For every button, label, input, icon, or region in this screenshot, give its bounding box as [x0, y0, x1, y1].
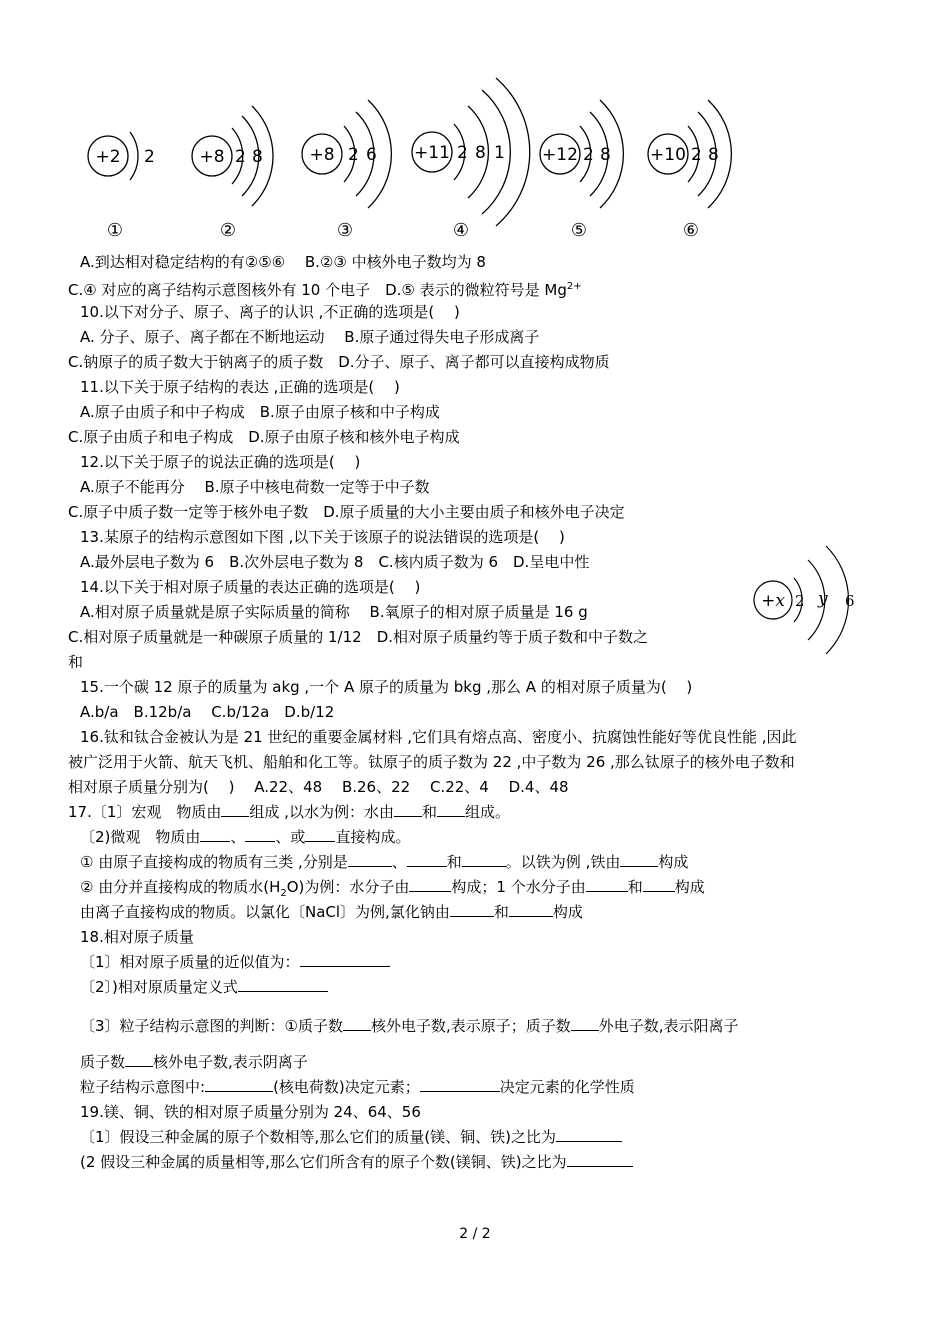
- q17-text: ① 由原子直接构成的物质有三类 ,分别是: [80, 853, 348, 871]
- q16-stem-2: 被广泛用于火箭、航天飞机、船舶和化工等。钛原子的质子数为 22 ,中子数为 26 ,那么钛原子的核外电子数和: [68, 753, 795, 771]
- nucleus-label: +10: [650, 145, 686, 165]
- figure-label-1: ①: [106, 220, 124, 241]
- answer-blank[interactable]: [437, 802, 465, 817]
- answer-blank[interactable]: [509, 902, 553, 917]
- nucleus-label: +8: [199, 147, 225, 167]
- atom-diagram-3: [302, 100, 391, 208]
- q14-stem: 14.以下关于相对原子质量的表达正确的选项是( ): [80, 578, 421, 596]
- q11-stem: 11.以下关于原子结构的表达 ,正确的选项是( ): [80, 378, 400, 396]
- q12-options-ab: A.原子不能再分 B.原子中核电荷数一定等于中子数: [80, 478, 430, 496]
- atom-diagram-4: [412, 78, 530, 226]
- q10-options-cd: C.钠原子的质子数大于钠离子的质子数 D.分子、原子、离子都可以直接构成物质: [68, 353, 610, 371]
- figure-label-6: ⑥: [682, 220, 700, 241]
- answer-blank[interactable]: [205, 1077, 273, 1092]
- q17-text: 构成: [658, 853, 689, 871]
- q12-stem: 12.以下关于原子的说法正确的选项是( ): [80, 453, 361, 471]
- q17-text: 构成: [552, 903, 583, 921]
- mg-charge: 2+: [566, 281, 582, 292]
- q18-part3: [80, 1016, 739, 1036]
- q17-text: 构成: [674, 878, 705, 896]
- electron-label: y: [818, 589, 828, 609]
- q17-text: 直接构成。: [335, 828, 411, 846]
- q16-stem-3: 相对原子质量分别为( ) A.22、48 B.26、22 C.22、4 D.4、48: [68, 778, 569, 796]
- answer-blank[interactable]: [300, 952, 390, 967]
- q17-text: 、: [230, 828, 246, 846]
- q15-options: A.b/a B.12b/a C.b/12a D.b/12: [80, 703, 335, 721]
- q17-text: 、: [391, 853, 407, 871]
- electron-label: 6: [845, 592, 855, 610]
- q18-text: (核电荷数)决定元素；: [273, 1078, 420, 1096]
- answer-blank[interactable]: [238, 977, 328, 992]
- q18-text: 核外电子数,表示原子；质子数: [371, 1017, 571, 1035]
- q14-options-ab: A.相对原子质量就是原子实际质量的简称 B.氧原子的相对原子质量是 16 g: [80, 603, 588, 621]
- q18-text: 决定元素的化学性质: [499, 1078, 635, 1096]
- q18-text: 外电子数,表示阳离子: [598, 1017, 739, 1035]
- answer-blank[interactable]: [221, 802, 249, 817]
- subscript: 2: [280, 888, 287, 899]
- answer-blank[interactable]: [125, 1052, 153, 1067]
- q12-options-cd: C.原子中质子数一定等于核外电子数 D.原子质量的大小主要由质子和核外电子决定: [68, 503, 625, 521]
- q13-options: A.最外层电子数为 6 B.次外层电子数为 8 C.核内质子数为 6 D.呈电中性: [80, 553, 590, 571]
- q17-atom-substances: [80, 852, 688, 872]
- q18-title: 18.相对原子质量: [80, 928, 194, 946]
- answer-blank[interactable]: [643, 877, 675, 892]
- q18-part4: [80, 1077, 635, 1097]
- q16-stem-1: 16.钛和钛合金被认为是 21 世纪的重要金属材料 ,它们具有熔点高、密度小、抗腐蚀性能好等优良性能 ,因此: [80, 728, 797, 746]
- q11-options-cd: C.原子由质子和电子构成 D.原子由原子核和核外电子构成: [68, 428, 460, 446]
- q14-options-cd: C.相对原子质量就是一种碳原子质量的 1/12 D.相对原子质量约等于质子数和中子数之: [68, 628, 649, 646]
- q18-text: 〔1〕相对原子质量的近似值为：: [80, 953, 300, 971]
- answer-blank[interactable]: [571, 1016, 599, 1031]
- atom-diagram-2: [192, 106, 273, 206]
- q17-text: 17.〔1〕宏观 物质由: [68, 803, 222, 821]
- answer-blank[interactable]: [567, 1152, 633, 1167]
- electron-label: 8: [708, 145, 719, 165]
- answer-blank[interactable]: [420, 1077, 500, 1092]
- q17-text: 和: [627, 878, 643, 896]
- q17-molecule-substances: [80, 877, 705, 904]
- answer-blank[interactable]: [200, 827, 230, 842]
- electron-label: 2: [144, 147, 155, 167]
- answer-blank[interactable]: [450, 902, 494, 917]
- q18-part1: [80, 952, 390, 972]
- q9-options-cd-text: C.④ 对应的离子结构示意图核外有 10 个电子 D.⑤ 表示的微粒符号是 Mg: [68, 281, 567, 299]
- electron-label: 6: [366, 145, 377, 165]
- answer-blank[interactable]: [343, 1016, 371, 1031]
- answer-blank[interactable]: [620, 852, 658, 867]
- answer-blank[interactable]: [407, 852, 447, 867]
- electron-label: 2: [691, 145, 702, 165]
- q17-text: 和: [446, 853, 462, 871]
- q17-macro: [68, 802, 510, 822]
- q17-text: 构成；1 个水分子由: [451, 878, 586, 896]
- electron-label: 2: [583, 145, 594, 165]
- answer-blank[interactable]: [305, 827, 335, 842]
- q17-text: 。以铁为例 ,铁由: [505, 853, 621, 871]
- electron-label: 2: [235, 147, 246, 167]
- q18-text: 粒子结构示意图中:: [80, 1078, 206, 1096]
- q10-stem: 10.以下对分子、原子、离子的认识 ,不正确的选项是( ): [80, 303, 460, 321]
- q17-ion-substances: [80, 902, 583, 922]
- nucleus-label: +2: [95, 147, 121, 167]
- q15-stem: 15.一个碳 12 原子的质量为 akg ,一个 A 原子的质量为 bkg ,那么 A 的相对原子质量为( ): [80, 678, 693, 696]
- answer-blank[interactable]: [245, 827, 275, 842]
- q11-options-ab: A.原子由质子和中子构成 B.原子由原子核和中子构成: [80, 403, 440, 421]
- q18-part3-anion: [80, 1052, 308, 1072]
- q17-micro: [80, 827, 410, 847]
- q17-text: 组成。: [464, 803, 510, 821]
- electron-label: 2: [457, 143, 468, 163]
- figure-label-3: ③: [336, 220, 354, 241]
- answer-blank[interactable]: [394, 802, 422, 817]
- nucleus-label: +8: [309, 145, 335, 165]
- answer-blank[interactable]: [586, 877, 628, 892]
- answer-blank[interactable]: [462, 852, 506, 867]
- figure-label-4: ④: [452, 220, 470, 241]
- q18-text: 核外电子数,表示阴离子: [153, 1053, 308, 1071]
- electron-label: 8: [252, 147, 263, 167]
- q17-text: O)为例：水分子由: [286, 878, 410, 896]
- electron-label: 1: [494, 143, 505, 163]
- q17-text: 〔2)微观 物质由: [80, 828, 201, 846]
- page-number: 2 / 2: [459, 1226, 491, 1242]
- answer-blank[interactable]: [556, 1127, 622, 1142]
- q18-text: 〔2〕)相对原质量定义式: [80, 978, 238, 996]
- q13-atom-diagram: [748, 540, 868, 660]
- electron-label: 8: [475, 143, 486, 163]
- nucleus-label: +x: [761, 591, 785, 611]
- atom-diagram-6: [648, 100, 731, 208]
- answer-blank[interactable]: [409, 877, 451, 892]
- q17-text: ② 由分并直接构成的物质水(H: [80, 878, 281, 896]
- q19-text: (2 假设三种金属的质量相等,那么它们所含有的原子个数(镁铜、铁)之比为: [80, 1153, 567, 1171]
- q19-part2: [80, 1152, 633, 1172]
- q14-options-cd-cont: 和: [68, 653, 84, 671]
- q17-text: 和: [493, 903, 509, 921]
- nucleus-label: +12: [542, 145, 578, 165]
- q19-text: 〔1〕假设三种金属的原子个数相等,那么它们的质量(镁、铜、铁)之比为: [80, 1128, 557, 1146]
- q13-stem: 13.某原子的结构示意图如下图 ,以下关于该原子的说法错误的选项是( ): [80, 528, 565, 546]
- q17-text: 和: [421, 803, 437, 821]
- atom-diagram-1: [88, 132, 155, 180]
- atom-diagram-5: [540, 100, 623, 208]
- electron-label: 8: [600, 145, 611, 165]
- q10-options-ab: A. 分子、原子、离子都在不断地运动 B.原子通过得失电子形成离子: [80, 328, 540, 346]
- q17-text: 、或: [275, 828, 306, 846]
- q17-text: 组成 ,以水为例：水由: [249, 803, 394, 821]
- q19-title: 19.镁、铜、铁的相对原子质量分别为 24、64、56: [80, 1103, 421, 1121]
- q9-options-cd: [68, 277, 582, 300]
- q18-text: 质子数: [80, 1053, 126, 1071]
- figure-label-2: ②: [219, 220, 237, 241]
- q9-options-ab: A.到达相对稳定结构的有②⑤⑥ B.②③ 中核外电子数均为 8: [80, 253, 486, 271]
- q19-part1: [80, 1127, 622, 1147]
- q13-atom-svg: [748, 540, 868, 660]
- electron-label: 2: [795, 592, 805, 610]
- atom-figures-svg: [80, 70, 740, 250]
- answer-blank[interactable]: [348, 852, 392, 867]
- figure-label-5: ⑤: [570, 220, 588, 241]
- q17-text: 由离子直接构成的物质。以氯化〔NaCl〕为例,氯化钠由: [80, 903, 450, 921]
- q18-part2: [80, 977, 328, 997]
- atom-figures-row: [80, 70, 740, 250]
- electron-label: 2: [348, 145, 359, 165]
- nucleus-label: +11: [414, 143, 450, 163]
- q18-text: 〔3〕粒子结构示意图的判断：①质子数: [80, 1017, 343, 1035]
